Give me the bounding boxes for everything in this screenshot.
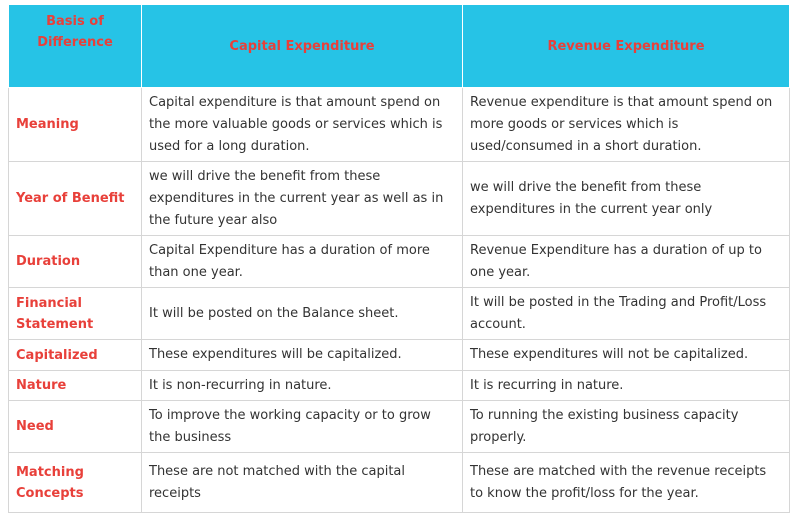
row-basis-label: Financial Statement bbox=[9, 288, 142, 340]
row-revenue-cell: Revenue Expenditure has a duration of up to one year. bbox=[463, 236, 790, 288]
row-revenue-cell: These expenditures will not be capitalized. bbox=[463, 340, 790, 371]
row-basis-label: Need bbox=[9, 401, 142, 453]
table-row bbox=[9, 453, 790, 513]
row-capital-cell: we will drive the benefit from these expenditures in the current year as well as in the future year also bbox=[142, 162, 463, 236]
row-capital-cell: Capital expenditure is that amount spend on the more valuable goods or services which is used for a long duration. bbox=[142, 88, 463, 162]
table-row bbox=[9, 236, 790, 288]
row-revenue-cell: we will drive the benefit from these expenditures in the current year only bbox=[463, 162, 790, 236]
table-row bbox=[9, 401, 790, 453]
row-revenue-cell: These are matched with the revenue receipts to know the profit/loss for the year. bbox=[463, 453, 790, 513]
table-header-row bbox=[9, 5, 790, 88]
row-capital-cell: These are not matched with the capital receipts bbox=[142, 453, 463, 513]
table-row bbox=[9, 162, 790, 236]
header-basis-of-difference: Basis of Difference bbox=[9, 5, 142, 88]
comparison-table bbox=[8, 4, 790, 513]
row-capital-cell: It will be posted on the Balance sheet. bbox=[142, 288, 463, 340]
row-basis-label: Matching Concepts bbox=[9, 453, 142, 513]
header-revenue-expenditure: Revenue Expenditure bbox=[463, 5, 790, 88]
row-basis-label: Duration bbox=[9, 236, 142, 288]
table-row bbox=[9, 288, 790, 340]
row-basis-label: Year of Benefit bbox=[9, 162, 142, 236]
row-basis-label: Meaning bbox=[9, 88, 142, 162]
row-revenue-cell: It is recurring in nature. bbox=[463, 371, 790, 401]
comparison-table-container bbox=[8, 4, 789, 513]
row-capital-cell: Capital Expenditure has a duration of more than one year. bbox=[142, 236, 463, 288]
table-row bbox=[9, 88, 790, 162]
row-revenue-cell: Revenue expenditure is that amount spend on more goods or services which is used/consumed in a short duration. bbox=[463, 88, 790, 162]
row-capital-cell: It is non-recurring in nature. bbox=[142, 371, 463, 401]
row-basis-label: Nature bbox=[9, 371, 142, 401]
row-revenue-cell: To running the existing business capacity properly. bbox=[463, 401, 790, 453]
table-row bbox=[9, 340, 790, 371]
row-capital-cell: These expenditures will be capitalized. bbox=[142, 340, 463, 371]
row-basis-label: Capitalized bbox=[9, 340, 142, 371]
header-capital-expenditure: Capital Expenditure bbox=[142, 5, 463, 88]
row-capital-cell: To improve the working capacity or to grow the business bbox=[142, 401, 463, 453]
table-row bbox=[9, 371, 790, 401]
row-revenue-cell: It will be posted in the Trading and Profit/Loss account. bbox=[463, 288, 790, 340]
